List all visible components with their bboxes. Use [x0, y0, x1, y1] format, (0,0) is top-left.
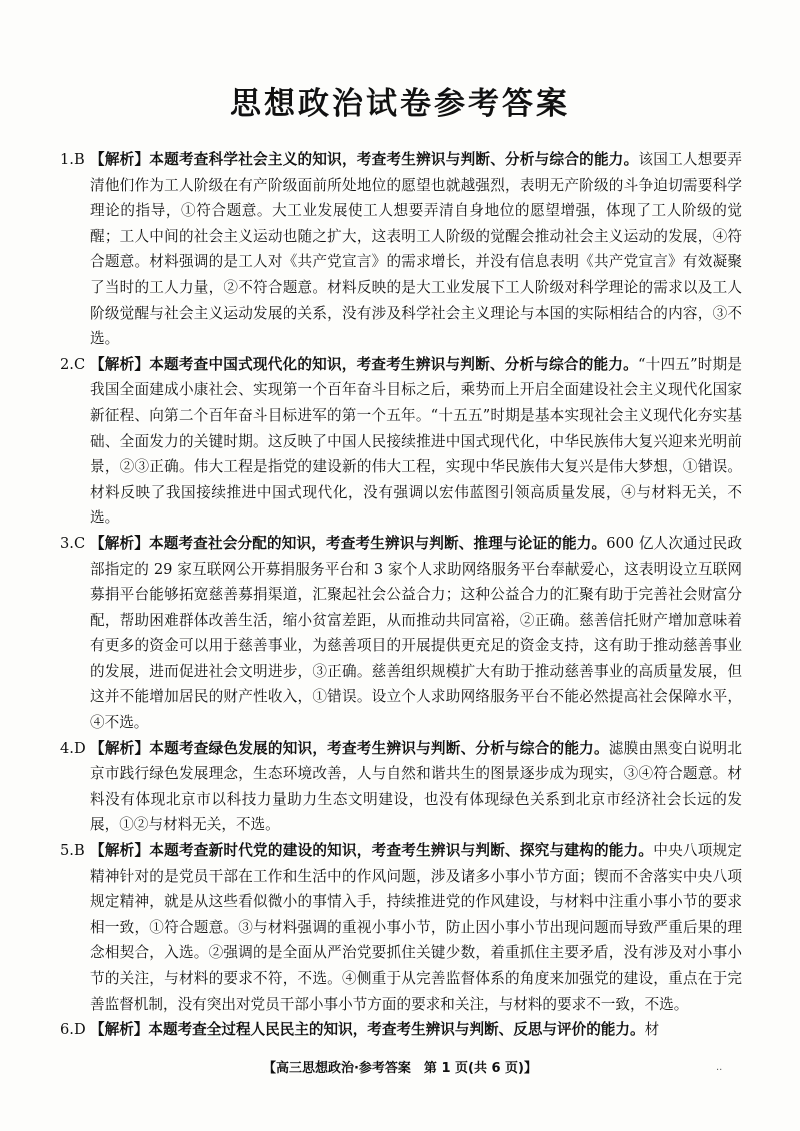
answer-lead: 本题考查社会分配的知识，考查考生辨识与判断、推理与论证的能力。	[149, 534, 607, 552]
answer-item-1	[60, 147, 742, 352]
answer-number: 3.C	[60, 534, 86, 552]
analysis-tag: 【解析】	[90, 355, 150, 373]
answer-lead: 本题考查中国式现代化的知识，考查考生辨识与判断、分析与综合的能力。	[149, 355, 638, 373]
analysis-tag: 【解析】	[90, 534, 149, 552]
page-footer: 【高三思想政治·参考答案 第 1 页(共 6 页)】	[262, 1061, 538, 1076]
answer-item-3	[60, 531, 742, 736]
answer-number: 1.B	[60, 151, 85, 168]
analysis-tag: 【解析】	[90, 1021, 149, 1039]
answer-lead: 本题考查全过程人民民主的知识，考查考生辨识与判断、反思与评价的能力。	[148, 1021, 645, 1039]
page-title: 思想政治试卷参考答案	[230, 86, 570, 122]
answer-number: 4.D	[60, 739, 86, 757]
answer-lead: 本题考查新时代党的建设的知识，考查考生辨识与判断、探究与建构的能力。	[149, 842, 654, 860]
answer-body: 600 亿人次通过民政部指定的 29 家互联网公开募捐服务平台和 3 家个人求助网络服务平台奉献爱心，这表明设立互联网募捐平台能够拓宽慈善募捐渠道，汇聚起社会公益合力；这种公益合力的汇聚有助于完善社会财富分配，帮助困难群体改善生活，缩小贫富差距，从而推动共同富裕，②正确。慈善信托财产增加意味着有更多的资金可以用于慈善事业，为慈善项目的开展提供更充足的资金支持，这有助于推动慈善事业的发展，进而促进社会文明进步，③正确。慈善组织规模扩大有助于推动慈善事业的高质量发展，但这并不能增加居民的财产性收入，①错误。设立个人求助网络服务平台不能必然提高社会保障水平，④不选。	[90, 534, 742, 732]
answer-body: 滤膜由黑变白说明北京市践行绿色发展理念，生态环境改善，人与自然和谐共生的图景逐步成为现实，③④符合题意。材料没有体现北京市以科技力量助力生态文明建设，也没有体现绿色关系到北京市经济社会长远的发展，①②与材料无关，不选。	[90, 739, 742, 834]
answer-lead: 本题考查绿色发展的知识，考查考生辨识与判断、分析与综合的能力。	[149, 739, 609, 757]
answer-list	[60, 147, 742, 1043]
analysis-tag: 【解析】	[90, 151, 150, 168]
answer-lead: 本题考查科学社会主义的知识，考查考生辨识与判断、分析与综合的能力。	[149, 151, 639, 168]
answer-item-4	[60, 736, 742, 838]
answer-number: 5.B	[60, 842, 85, 860]
answer-item-5	[60, 838, 742, 1017]
analysis-tag: 【解析】	[90, 842, 150, 860]
answer-number: 2.C	[60, 355, 86, 373]
answer-item-6	[60, 1017, 742, 1043]
answer-item-2	[60, 352, 742, 531]
analysis-tag: 【解析】	[90, 739, 150, 757]
answer-body: 该国工人想要弄清他们作为工人阶级在有产阶级面前所处地位的愿望也就越强烈，表明无产阶级的斗争迫切需要科学理论的指导，①符合题意。大工业发展使工人想要弄清自身地位的愿望增强，体现了工人阶级的觉醒；工人中间的社会主义运动也随之扩大，这表明工人阶级的觉醒会推动社会主义运动的发展，④符合题意。材料强调的是工人对《共产党宣言》的需求增长，并没有信息表明《共产党宣言》有效凝聚了当时的工人力量，②不符合题意。材料反映的是大工业发展下工人阶级对科学理论的需求以及工人阶级觉醒与社会主义运动发展的关系，没有涉及科学社会主义理论与本国的实际相结合的内容，③不选。	[90, 151, 742, 348]
answer-body: 材	[644, 1021, 660, 1039]
answer-body: “十四五”时期是我国全面建成小康社会、实现第一个百年奋斗目标之后，乘势而上开启全面建设社会主义现代化国家新征程、向第二个百年奋斗目标进军的第一个五年。“十五五”时期是基本实现社会主义现代化夯实基础、全面发力的关键时期。这反映了中国人民接续推进中国式现代化，中华民族伟大复兴迎来光明前景，②③正确。伟大工程是指党的建设新的伟大工程，实现中华民族伟大复兴是伟大梦想，①错误。材料反映了我国接续推进中国式现代化，没有强调以宏伟蓝图引领高质量发展，④与材料无关，不选。	[90, 355, 742, 527]
corner-mark: ..	[716, 1062, 723, 1073]
answer-body: 中央八项规定精神针对的是党员干部在工作和生活中的作风问题，涉及诸多小事小节方面；锲而不舍落实中央八项规定精神，就是从这些看似微小的事情入手，持续推进党的作风建设，与材料中注重小事小节的要求相一致，①符合题意。③与材料强调的重视小事小节，防止因小事小节出现问题而导致严重后果的理念相契合，入选。②强调的是全面从严治党要抓住关键少数，着重抓住主要矛盾，没有涉及对小事小节的关注，与材料的要求不符，不选。④侧重于从完善监督体系的角度来加强党的建设，重点在于完善监督机制，没有突出对党员干部小事小节方面的要求和关注，与材料的要求不一致，不选。	[90, 842, 742, 1013]
answer-number: 6.D	[60, 1021, 86, 1039]
